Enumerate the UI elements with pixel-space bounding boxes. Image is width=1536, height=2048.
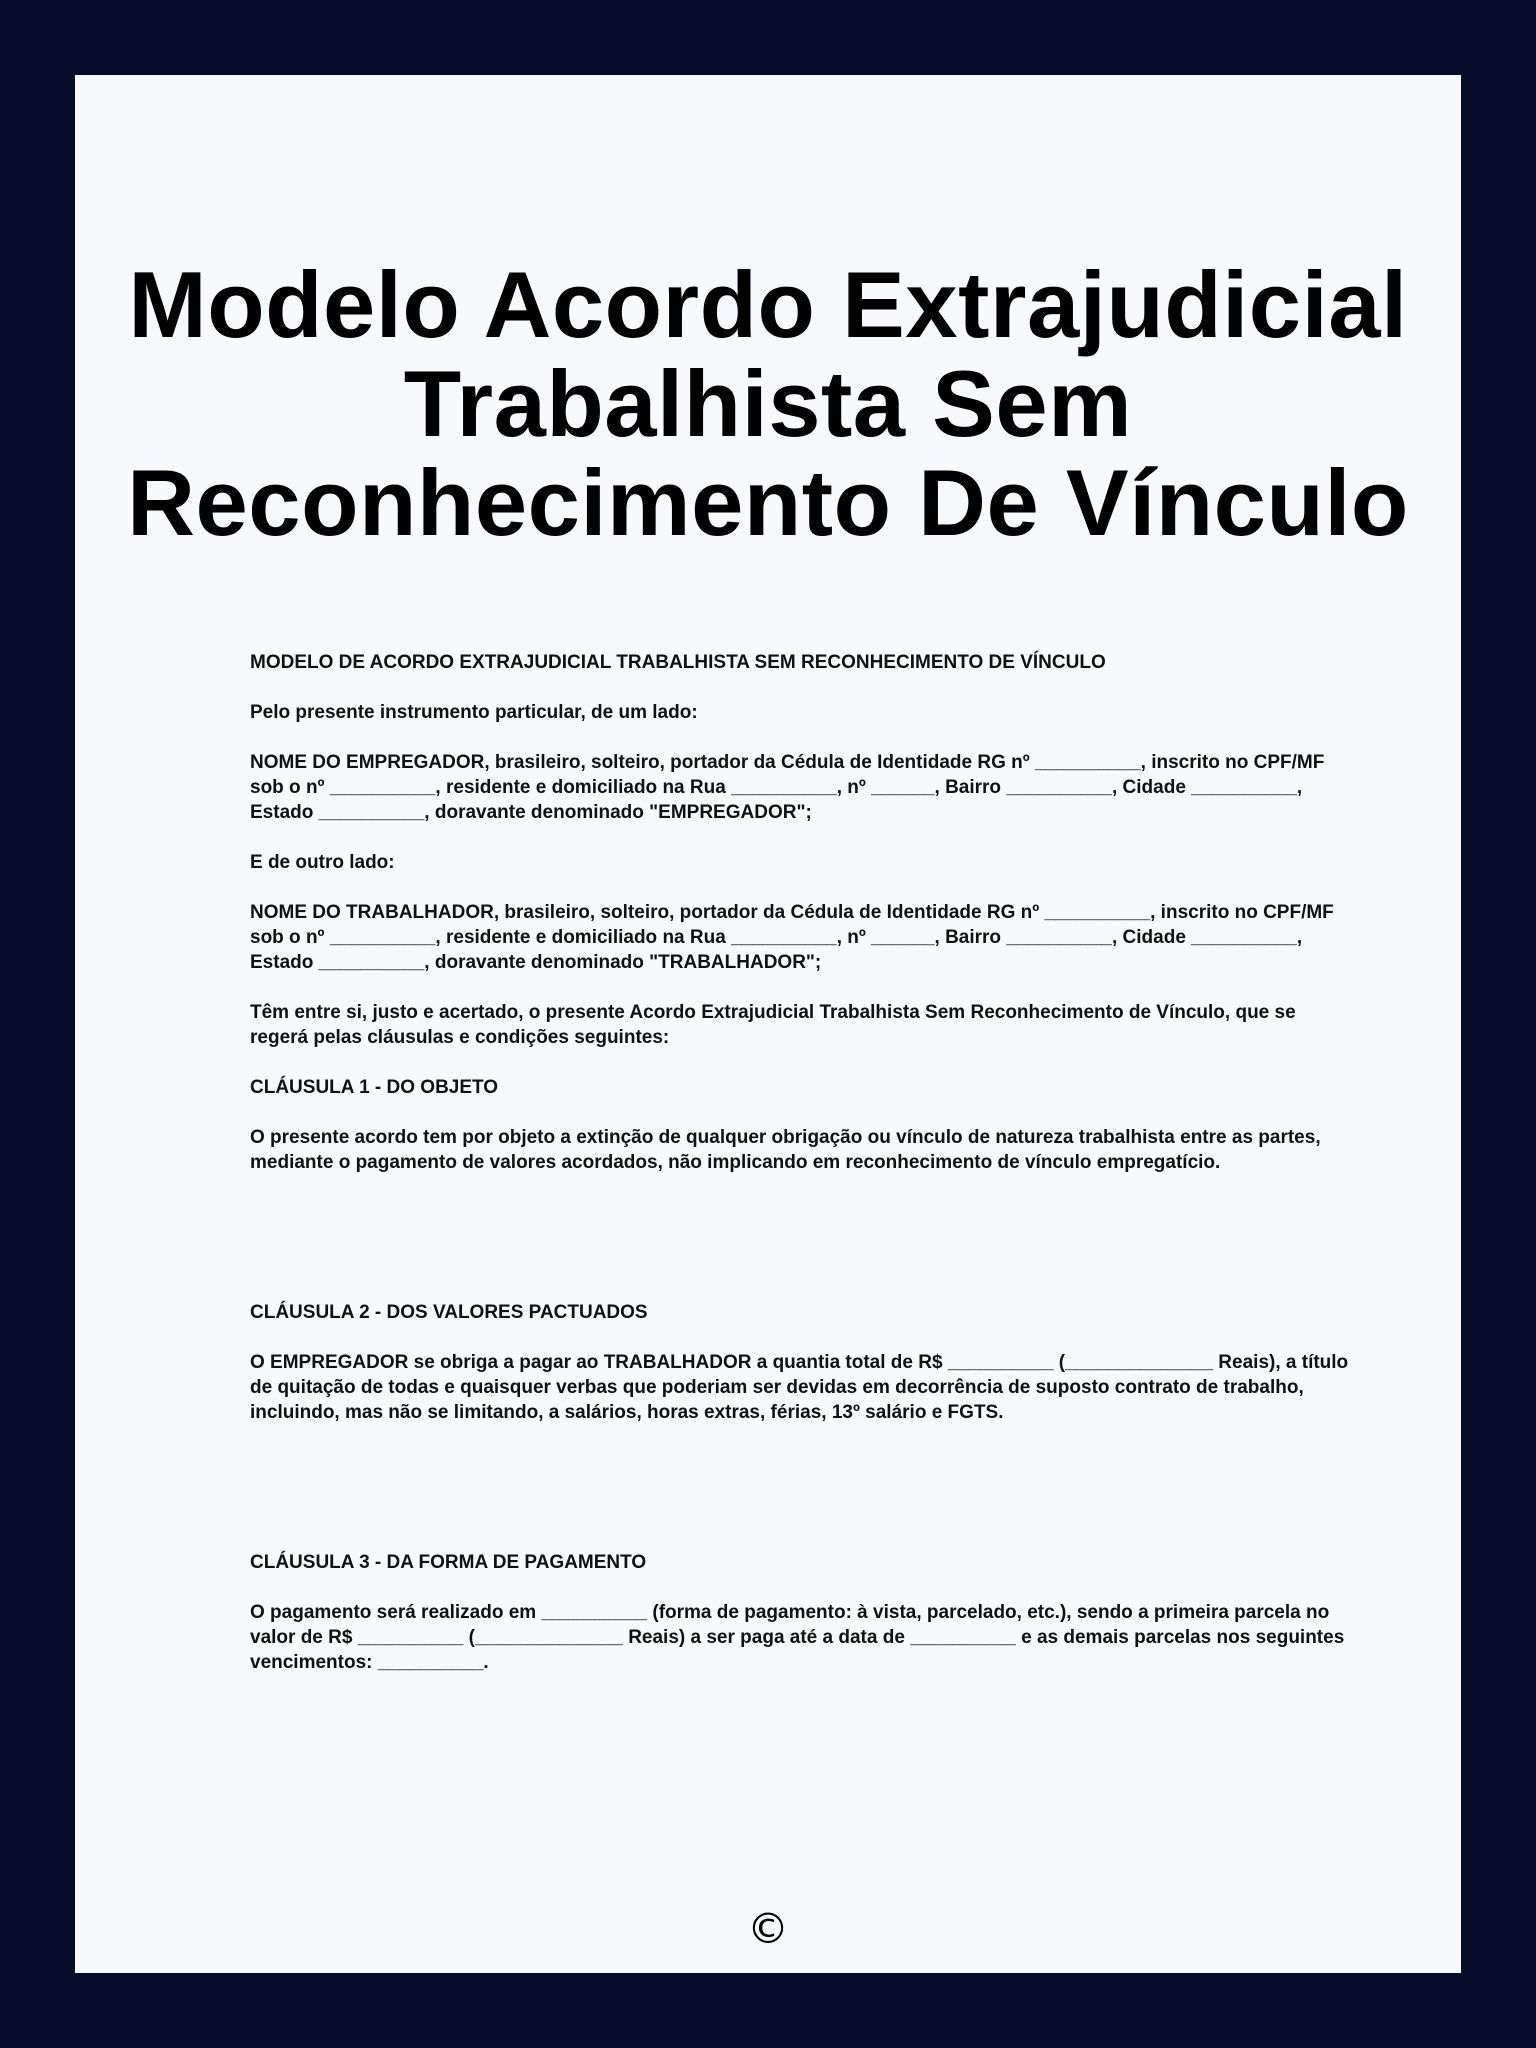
employer-paragraph: NOME DO EMPREGADOR, brasileiro, solteiro, portador da Cédula de Identidade RG nº __________, inscrito no CPF/MF sob o nº __________, residente e domiciliado na Rua __________, nº ______, Bairro __________, Cidade __________, Estado __________, doravante denominado "EMPREGADOR";	[250, 752, 1325, 823]
document-heading: MODELO DE ACORDO EXTRAJUDICIAL TRABALHISTA SEM RECONHECIMENTO DE VÍNCULO	[250, 652, 1106, 673]
document-title: Modelo Acordo Extrajudicial Trabalhista Sem Reconhecimento De Vínculo	[127, 252, 1409, 555]
clause-1-text: O presente acordo tem por objeto a extinção de qualquer obrigação ou vínculo de natureza trabalhista entre as partes, mediante o pagamento de valores acordados, não implicando em reconhecimento de vínculo empregatício.	[250, 1127, 1321, 1173]
clause-3-title: CLÁUSULA 3 - DA FORMA DE PAGAMENTO	[250, 1552, 647, 1573]
clause-2-title: CLÁUSULA 2 - DOS VALORES PACTUADOS	[250, 1302, 648, 1323]
intro-paragraph: Pelo presente instrumento particular, de um lado:	[250, 702, 698, 723]
document-page	[75, 75, 1461, 1973]
other-side-paragraph: E de outro lado:	[250, 852, 395, 873]
agreement-paragraph: Têm entre si, justo e acertado, o presente Acordo Extrajudicial Trabalhista Sem Reconhecimento de Vínculo, que se regerá pelas cláusulas e condições seguintes:	[250, 1002, 1296, 1048]
copyright-icon: ©	[747, 1904, 789, 1953]
clause-2-text: O EMPREGADOR se obriga a pagar ao TRABALHADOR a quantia total de R$ __________ (______________ Reais), a título de quitação de todas e quaisquer verbas que poderiam ser devidas em decorrência de suposto contrato de trabalho, incluindo, mas não se limitando, a salários, horas extras, férias, 13º salário e FGTS.	[250, 1352, 1349, 1423]
worker-paragraph: NOME DO TRABALHADOR, brasileiro, solteiro, portador da Cédula de Identidade RG nº __________, inscrito no CPF/MF sob o nº __________, residente e domiciliado na Rua __________, nº ______, Bairro __________, Cidade __________, Estado __________, doravante denominado "TRABALHADOR";	[250, 902, 1334, 973]
document-body	[250, 650, 1355, 1700]
clause-3-text: O pagamento será realizado em __________ (forma de pagamento: à vista, parcelado, etc.), sendo a primeira parcela no valor de R$ __________ (______________ Reais) a ser paga até a data de __________ e as demais parcelas nos seguintes vencimentos: __________.	[250, 1602, 1345, 1673]
clause-1-title: CLÁUSULA 1 - DO OBJETO	[250, 1077, 499, 1098]
